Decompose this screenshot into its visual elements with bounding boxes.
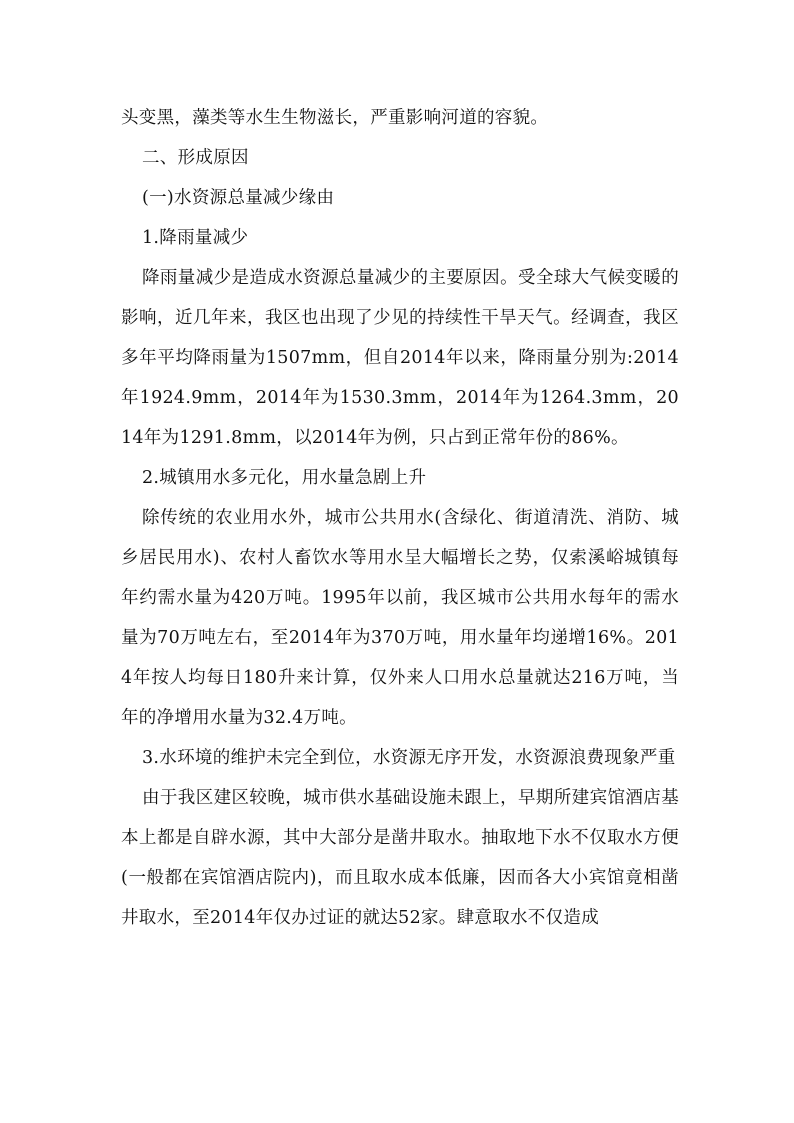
item-heading-3: 3.水环境的维护未完全到位，水资源无序开发，水资源浪费现象严重 [142, 748, 676, 768]
paragraph-urban-water: 除传统的农业用水外，城市公共用水(含绿化、街道清洗、消防、城乡居民用水)、农村人畜饮水等用水呈大幅增长之势，仅索溪峪城镇每年约需水量为420万吨。1995年以前，我区城市公共用水每年的需水量为70万吨左右，至2014年为370万吨，用水量年均递增16%。2014年按人均每日180升来计算，仅外来人口用水总量就达216万吨，当年的净增用水量为32.4万吨。 [121, 508, 679, 728]
subsection-heading: (一)水资源总量减少缘由 [142, 188, 335, 208]
item-heading-1: 1.降雨量减少 [142, 228, 249, 248]
section-heading: 二、形成原因 [142, 148, 249, 168]
document-body [121, 98, 679, 938]
item-heading-2: 2.城镇用水多元化，用水量急剧上升 [142, 468, 427, 488]
paragraph-groundwater: 由于我区建区较晚，城市供水基础设施未跟上，早期所建宾馆酒店基本上都是自辟水源，其中大部分是凿井取水。抽取地下水不仅取水方便(一般都在宾馆酒店院内)，而且取水成本低廉，因而各大小宾馆竟相凿井取水，至2014年仅办过证的就达52家。肆意取水不仅造成 [121, 788, 679, 928]
paragraph-rainfall: 降雨量减少是造成水资源总量减少的主要原因。受全球大气候变暖的影响，近几年来，我区也出现了少见的持续性干旱天气。经调查，我区多年平均降雨量为1507mm，但自2014年以来，降雨量分别为:2014年1924.9mm，2014年为1530.3mm，2014年为1264.3mm，2014年为1291.8mm，以2014年为例，只占到正常年份的86%。 [121, 268, 679, 448]
paragraph-continuation: 头变黑，藻类等水生生物滋长，严重影响河道的容貌。 [121, 108, 549, 128]
